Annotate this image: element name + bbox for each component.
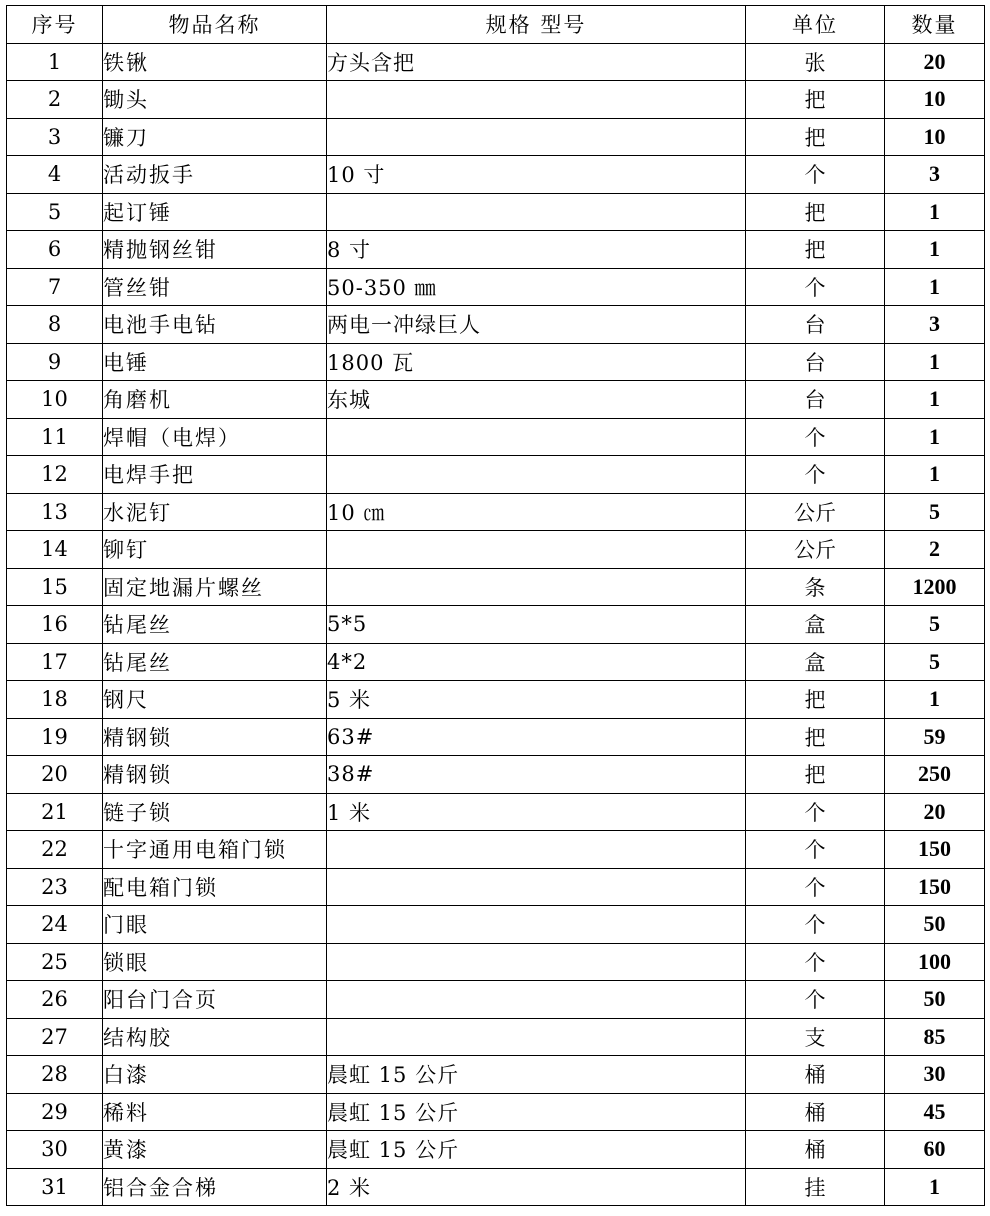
- item-spec: [327, 118, 746, 156]
- item-spec: 10 寸: [327, 156, 746, 194]
- item-quantity: 5: [885, 493, 985, 531]
- item-spec: [327, 418, 746, 456]
- table-row: [7, 681, 985, 719]
- item-unit: 个: [746, 793, 885, 831]
- table-row: [7, 306, 985, 344]
- item-name: 精抛钢丝钳: [103, 231, 327, 269]
- row-number: 5: [7, 193, 103, 231]
- table-row: [7, 643, 985, 681]
- item-name: 电锤: [103, 343, 327, 381]
- row-number: 8: [7, 306, 103, 344]
- item-name: 固定地漏片螺丝: [103, 568, 327, 606]
- item-unit: 台: [746, 306, 885, 344]
- row-number: 18: [7, 681, 103, 719]
- item-spec: 5*5: [327, 606, 746, 644]
- item-quantity: 20: [885, 43, 985, 81]
- item-quantity: 150: [885, 831, 985, 869]
- row-number: 1: [7, 43, 103, 81]
- item-spec: [327, 943, 746, 981]
- inventory-table: [6, 5, 985, 1206]
- item-spec: 1 米: [327, 793, 746, 831]
- item-spec: [327, 868, 746, 906]
- item-spec: [327, 193, 746, 231]
- row-number: 9: [7, 343, 103, 381]
- item-name: 配电箱门锁: [103, 868, 327, 906]
- item-unit: 把: [746, 718, 885, 756]
- header-row: [7, 6, 985, 44]
- row-number: 22: [7, 831, 103, 869]
- item-unit: 把: [746, 193, 885, 231]
- table-row: [7, 1168, 985, 1206]
- item-name: 镰刀: [103, 118, 327, 156]
- item-quantity: 1200: [885, 568, 985, 606]
- item-name: 铆钉: [103, 531, 327, 569]
- table-body: [7, 6, 985, 1206]
- table-row: [7, 1131, 985, 1169]
- item-name: 角磨机: [103, 381, 327, 419]
- item-spec: [327, 981, 746, 1019]
- item-quantity: 1: [885, 681, 985, 719]
- item-quantity: 3: [885, 306, 985, 344]
- item-spec: 10 ㎝: [327, 493, 746, 531]
- table-row: [7, 1056, 985, 1094]
- item-name: 钢尺: [103, 681, 327, 719]
- table-row: [7, 906, 985, 944]
- row-number: 11: [7, 418, 103, 456]
- row-number: 29: [7, 1093, 103, 1131]
- header-name: 物品名称: [103, 6, 327, 44]
- row-number: 20: [7, 756, 103, 794]
- item-quantity: 50: [885, 906, 985, 944]
- item-quantity: 1: [885, 343, 985, 381]
- row-number: 10: [7, 381, 103, 419]
- item-unit: 台: [746, 343, 885, 381]
- table-row: [7, 831, 985, 869]
- item-quantity: 2: [885, 531, 985, 569]
- item-spec: 晨虹 15 公斤: [327, 1093, 746, 1131]
- item-unit: 个: [746, 981, 885, 1019]
- item-quantity: 10: [885, 81, 985, 119]
- item-unit: 个: [746, 268, 885, 306]
- item-name: 铁锹: [103, 43, 327, 81]
- item-spec: [327, 531, 746, 569]
- item-quantity: 1: [885, 231, 985, 269]
- item-unit: 把: [746, 81, 885, 119]
- row-number: 2: [7, 81, 103, 119]
- table-row: [7, 456, 985, 494]
- item-name: 精钢锁: [103, 756, 327, 794]
- row-number: 21: [7, 793, 103, 831]
- row-number: 16: [7, 606, 103, 644]
- item-name: 白漆: [103, 1056, 327, 1094]
- item-quantity: 1: [885, 193, 985, 231]
- item-spec: [327, 81, 746, 119]
- row-number: 19: [7, 718, 103, 756]
- item-unit: 把: [746, 231, 885, 269]
- item-quantity: 45: [885, 1093, 985, 1131]
- table-row: [7, 1018, 985, 1056]
- item-name: 钻尾丝: [103, 643, 327, 681]
- item-quantity: 1: [885, 268, 985, 306]
- item-quantity: 3: [885, 156, 985, 194]
- item-spec: 2 米: [327, 1168, 746, 1206]
- item-unit: 把: [746, 118, 885, 156]
- item-quantity: 59: [885, 718, 985, 756]
- item-unit: 把: [746, 756, 885, 794]
- row-number: 17: [7, 643, 103, 681]
- row-number: 4: [7, 156, 103, 194]
- table-row: [7, 118, 985, 156]
- item-name: 精钢锁: [103, 718, 327, 756]
- item-quantity: 150: [885, 868, 985, 906]
- item-quantity: 60: [885, 1131, 985, 1169]
- row-number: 24: [7, 906, 103, 944]
- row-number: 6: [7, 231, 103, 269]
- item-unit: 桶: [746, 1131, 885, 1169]
- item-unit: 张: [746, 43, 885, 81]
- item-spec: 38#: [327, 756, 746, 794]
- item-name: 链子锁: [103, 793, 327, 831]
- row-number: 27: [7, 1018, 103, 1056]
- table-row: [7, 493, 985, 531]
- item-name: 十字通用电箱门锁: [103, 831, 327, 869]
- item-name: 管丝钳: [103, 268, 327, 306]
- item-quantity: 250: [885, 756, 985, 794]
- item-quantity: 5: [885, 606, 985, 644]
- header-qty: 数量: [885, 6, 985, 44]
- item-quantity: 30: [885, 1056, 985, 1094]
- row-number: 28: [7, 1056, 103, 1094]
- header-spec: 规格 型号: [327, 6, 746, 44]
- item-name: 焊帽（电焊）: [103, 418, 327, 456]
- item-unit: 桶: [746, 1056, 885, 1094]
- item-quantity: 20: [885, 793, 985, 831]
- item-spec: 晨虹 15 公斤: [327, 1056, 746, 1094]
- item-unit: 个: [746, 156, 885, 194]
- row-number: 23: [7, 868, 103, 906]
- item-unit: 盒: [746, 643, 885, 681]
- item-name: 锁眼: [103, 943, 327, 981]
- table-row: [7, 381, 985, 419]
- table-row: [7, 268, 985, 306]
- table-row: [7, 343, 985, 381]
- item-spec: [327, 568, 746, 606]
- item-unit: 支: [746, 1018, 885, 1056]
- item-name: 铝合金合梯: [103, 1168, 327, 1206]
- item-quantity: 1: [885, 418, 985, 456]
- item-quantity: 1: [885, 381, 985, 419]
- item-unit: 个: [746, 943, 885, 981]
- table-row: [7, 81, 985, 119]
- table-row: [7, 193, 985, 231]
- item-unit: 把: [746, 681, 885, 719]
- item-name: 门眼: [103, 906, 327, 944]
- table-row: [7, 568, 985, 606]
- row-number: 15: [7, 568, 103, 606]
- row-number: 12: [7, 456, 103, 494]
- item-name: 黄漆: [103, 1131, 327, 1169]
- item-name: 锄头: [103, 81, 327, 119]
- item-spec: 63#: [327, 718, 746, 756]
- item-unit: 个: [746, 456, 885, 494]
- table-row: [7, 231, 985, 269]
- table-row: [7, 418, 985, 456]
- item-quantity: 85: [885, 1018, 985, 1056]
- row-number: 13: [7, 493, 103, 531]
- table-row: [7, 718, 985, 756]
- item-name: 结构胶: [103, 1018, 327, 1056]
- item-name: 起订锤: [103, 193, 327, 231]
- item-unit: 条: [746, 568, 885, 606]
- item-quantity: 50: [885, 981, 985, 1019]
- table-row: [7, 981, 985, 1019]
- item-name: 水泥钉: [103, 493, 327, 531]
- header-no: 序号: [7, 6, 103, 44]
- item-unit: 盒: [746, 606, 885, 644]
- item-unit: 桶: [746, 1093, 885, 1131]
- item-spec: 晨虹 15 公斤: [327, 1131, 746, 1169]
- item-quantity: 1: [885, 456, 985, 494]
- item-unit: 公斤: [746, 493, 885, 531]
- item-unit: 个: [746, 418, 885, 456]
- item-spec: 两电一冲绿巨人: [327, 306, 746, 344]
- item-spec: [327, 831, 746, 869]
- row-number: 14: [7, 531, 103, 569]
- table-row: [7, 43, 985, 81]
- table-row: [7, 868, 985, 906]
- item-quantity: 1: [885, 1168, 985, 1206]
- row-number: 31: [7, 1168, 103, 1206]
- table-row: [7, 793, 985, 831]
- header-unit: 单位: [746, 6, 885, 44]
- table-row: [7, 756, 985, 794]
- item-name: 活动扳手: [103, 156, 327, 194]
- item-spec: [327, 456, 746, 494]
- item-name: 电池手电钻: [103, 306, 327, 344]
- item-unit: 公斤: [746, 531, 885, 569]
- item-spec: 方头含把: [327, 43, 746, 81]
- row-number: 25: [7, 943, 103, 981]
- table-row: [7, 943, 985, 981]
- item-quantity: 100: [885, 943, 985, 981]
- item-spec: [327, 906, 746, 944]
- item-spec: 东城: [327, 381, 746, 419]
- item-spec: 4*2: [327, 643, 746, 681]
- item-spec: 50-350 ㎜: [327, 268, 746, 306]
- item-name: 钻尾丝: [103, 606, 327, 644]
- table-row: [7, 156, 985, 194]
- item-unit: 个: [746, 868, 885, 906]
- item-unit: 个: [746, 906, 885, 944]
- item-unit: 台: [746, 381, 885, 419]
- item-spec: 8 寸: [327, 231, 746, 269]
- table-row: [7, 606, 985, 644]
- table-row: [7, 531, 985, 569]
- table-row: [7, 1093, 985, 1131]
- item-unit: 挂: [746, 1168, 885, 1206]
- row-number: 3: [7, 118, 103, 156]
- item-unit: 个: [746, 831, 885, 869]
- item-name: 稀料: [103, 1093, 327, 1131]
- item-spec: 5 米: [327, 681, 746, 719]
- item-spec: [327, 1018, 746, 1056]
- item-quantity: 10: [885, 118, 985, 156]
- row-number: 26: [7, 981, 103, 1019]
- item-name: 电焊手把: [103, 456, 327, 494]
- item-name: 阳台门合页: [103, 981, 327, 1019]
- row-number: 7: [7, 268, 103, 306]
- item-spec: 1800 瓦: [327, 343, 746, 381]
- row-number: 30: [7, 1131, 103, 1169]
- item-quantity: 5: [885, 643, 985, 681]
